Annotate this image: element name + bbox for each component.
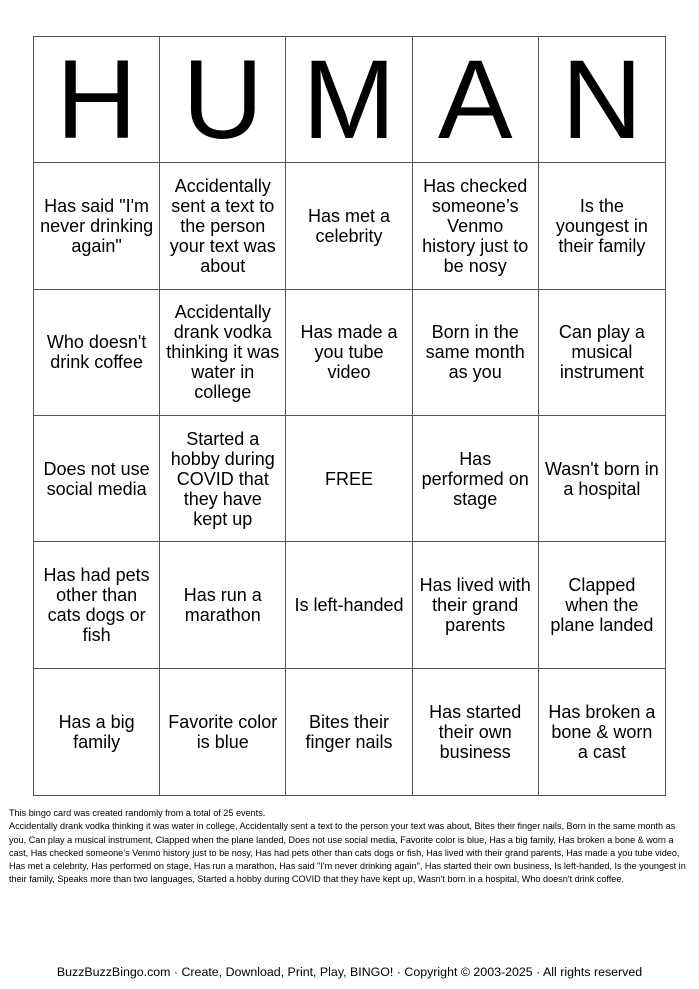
bingo-cell: Has a big family (34, 669, 160, 795)
bingo-cell: Accidentally drank vodka thinking it was water in college (160, 290, 286, 416)
bingo-cell: Has broken a bone & worn a cast (548, 701, 656, 762)
bingo-cell: Started a hobby during COVID that they have kept up (160, 416, 286, 542)
bingo-cell: Has made a you tube video (286, 290, 412, 416)
bingo-cell: Has lived with their grand parents (413, 542, 539, 668)
bingo-cell: Is left-handed (286, 542, 412, 668)
header-letter-h: H (34, 37, 160, 163)
bingo-cell: Has started their own business (413, 669, 539, 795)
bingo-cell: Favorite color is blue (160, 669, 286, 795)
header-letter-n: N (539, 37, 665, 163)
bingo-cell: Has met a celebrity (286, 163, 412, 289)
bingo-cell: Has said "I'm never drinking again" (34, 163, 160, 289)
description-intro: This bingo card was created randomly from a total of 25 events. (9, 808, 266, 818)
footer-copyright: BuzzBuzzBingo.com · Create, Download, Print, Play, BINGO! · Copyright © 2003-2025 · All rights reserved (56, 965, 643, 979)
bingo-card (33, 36, 666, 796)
bingo-cell: Bites their finger nails (286, 669, 412, 795)
bingo-cell: Born in the same month as you (413, 290, 539, 416)
bingo-cell: Has checked someone’s Venmo history just to be nosy (413, 163, 539, 289)
header-letter-a: A (413, 37, 539, 163)
bingo-cell: Who doesn't drink coffee (34, 290, 160, 416)
bingo-cell: Clapped when the plane landed (539, 542, 665, 668)
card-description (9, 807, 691, 887)
description-events: Accidentally drank vodka thinking it was water in college, Accidentally sent a text to the person your text was about, Bites their finger nails, Born in the same month as you, Can play a musical instrument, Clapped when the plane landed, Does not use social media, Favorite color is blue, Has a big family, Has broken a bone & worn a cast, Has checked someone’s Venmo history just to be nosy, Has had pets other than cats dogs or fish, Has lived with their grand parents, Has made a you tube video, Has met a celebrity, Has performed on stage, Has run a marathon, Has said "I'm never drinking again", Has started their own business, Is left-handed, Is the youngest in their family, Speaks more than two languages, Started a hobby during COVID that they have kept up, Wasn't born in a hospital, Who doesn't drink coffee. (9, 821, 686, 885)
bingo-cell: Wasn't born in a hospital (539, 416, 665, 542)
bingo-cell: Has had pets other than cats dogs or fish (34, 542, 160, 668)
bingo-cell: Has performed on stage (413, 416, 539, 542)
bingo-cell: Is the youngest in their family (539, 163, 665, 289)
free-space-cell: FREE (286, 416, 412, 542)
header-letter-m: M (286, 37, 412, 163)
header-letter-u: U (160, 37, 286, 163)
bingo-cell: Accidentally sent a text to the person your text was about (160, 163, 286, 289)
bingo-cell: Has run a marathon (160, 542, 286, 668)
bingo-cell: Does not use social media (34, 416, 160, 542)
bingo-cell: Can play a musical instrument (539, 290, 665, 416)
